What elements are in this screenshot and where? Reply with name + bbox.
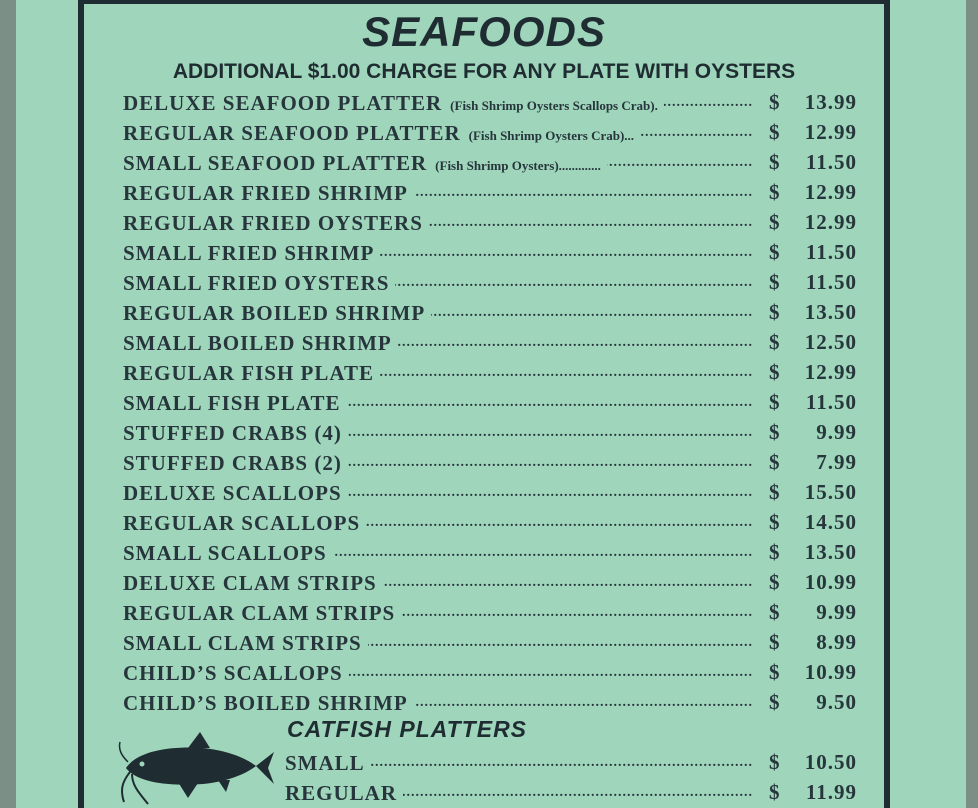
item-name: SMALL FRIED SHRIMP bbox=[123, 240, 375, 265]
item-label-group bbox=[123, 181, 414, 206]
menu-item bbox=[123, 88, 863, 118]
item-label-group bbox=[123, 241, 380, 266]
item-label-group bbox=[123, 571, 383, 596]
menu-item bbox=[123, 478, 863, 508]
item-name: REGULAR FISH PLATE bbox=[123, 360, 374, 385]
item-label-group bbox=[123, 511, 366, 536]
currency-symbol: $ bbox=[769, 360, 781, 384]
item-label-group bbox=[123, 451, 348, 476]
menu-item bbox=[123, 658, 863, 688]
item-price: 9.99 bbox=[816, 420, 857, 444]
item-label-group bbox=[123, 271, 395, 296]
item-label-group bbox=[123, 211, 429, 236]
menu-item bbox=[123, 268, 863, 298]
item-price: 9.50 bbox=[816, 690, 857, 714]
item-price: 11.50 bbox=[805, 240, 857, 264]
item-name: DELUXE SEAFOOD PLATTER bbox=[123, 90, 443, 115]
item-label-group bbox=[123, 121, 640, 146]
item-name: SMALL SCALLOPS bbox=[123, 540, 327, 565]
item-label-group bbox=[123, 631, 368, 656]
item-price: 13.99 bbox=[804, 90, 857, 114]
item-name: STUFFED CRABS (4) bbox=[123, 420, 342, 445]
item-price: 13.50 bbox=[804, 540, 857, 564]
item-price: 10.99 bbox=[804, 660, 857, 684]
menu-item bbox=[123, 208, 863, 238]
item-label-group bbox=[123, 331, 398, 356]
item-price: 11.50 bbox=[805, 390, 857, 414]
item-price: 11.50 bbox=[805, 150, 857, 174]
oyster-charge-notice: ADDITIONAL $1.00 CHARGE FOR ANY PLATE WITH OYSTERS bbox=[172, 60, 796, 83]
item-label-group bbox=[123, 481, 348, 506]
currency-symbol: $ bbox=[769, 540, 781, 564]
item-note: (Fish Shrimp Oysters Crab)... bbox=[468, 127, 635, 143]
item-price: 13.50 bbox=[804, 300, 857, 324]
menu-border-left bbox=[78, 0, 84, 808]
menu-title: SEAFOODS bbox=[362, 8, 606, 55]
menu-item bbox=[123, 358, 863, 388]
item-label-group bbox=[123, 301, 431, 326]
menu-item bbox=[123, 238, 863, 268]
currency-symbol: $ bbox=[769, 420, 781, 444]
item-label-group bbox=[123, 541, 333, 566]
currency-symbol: $ bbox=[769, 690, 781, 714]
menu-border-top bbox=[78, 0, 890, 4]
item-price: 15.50 bbox=[804, 480, 857, 504]
item-name: DELUXE CLAM STRIPS bbox=[123, 570, 377, 595]
item-name: SMALL CLAM STRIPS bbox=[123, 630, 362, 655]
item-name: REGULAR BOILED SHRIMP bbox=[123, 300, 426, 325]
item-name: REGULAR SCALLOPS bbox=[123, 510, 361, 535]
menu-item bbox=[123, 688, 863, 718]
item-price: 12.99 bbox=[804, 210, 857, 234]
menu-item bbox=[123, 178, 863, 208]
item-label-group bbox=[123, 391, 347, 416]
item-label-group bbox=[285, 781, 403, 806]
page-edge-right bbox=[966, 0, 978, 808]
item-name: SMALL BOILED SHRIMP bbox=[123, 330, 392, 355]
menu-item bbox=[285, 778, 863, 808]
page-edge-left bbox=[0, 0, 16, 808]
currency-symbol: $ bbox=[769, 450, 781, 474]
catfish-menu-list bbox=[285, 748, 863, 808]
item-label-group bbox=[123, 691, 414, 716]
currency-symbol: $ bbox=[769, 210, 781, 234]
item-price: 12.99 bbox=[804, 120, 857, 144]
currency-symbol: $ bbox=[769, 750, 781, 774]
item-name: REGULAR FRIED SHRIMP bbox=[123, 180, 408, 205]
menu-item bbox=[123, 148, 863, 178]
menu-item bbox=[123, 418, 863, 448]
item-price: 11.50 bbox=[805, 270, 857, 294]
item-label-group bbox=[123, 91, 664, 116]
item-price: 12.99 bbox=[804, 360, 857, 384]
item-name: SMALL FRIED OYSTERS bbox=[123, 270, 390, 295]
item-name: CHILD’S SCALLOPS bbox=[123, 660, 343, 685]
menu-item bbox=[123, 118, 863, 148]
currency-symbol: $ bbox=[769, 630, 781, 654]
currency-symbol: $ bbox=[769, 270, 781, 294]
item-label-group bbox=[285, 751, 371, 776]
item-name: REGULAR FRIED OYSTERS bbox=[123, 210, 423, 235]
item-note: (Fish Shrimp Oysters Scallops Crab). bbox=[450, 97, 658, 113]
currency-symbol: $ bbox=[769, 120, 781, 144]
item-label-group bbox=[123, 421, 348, 446]
menu-border-right bbox=[884, 0, 890, 808]
menu-item bbox=[285, 748, 863, 778]
menu-item bbox=[123, 388, 863, 418]
catfish-section-title: CATFISH PLATTERS bbox=[287, 716, 528, 742]
menu-item bbox=[123, 628, 863, 658]
currency-symbol: $ bbox=[769, 780, 781, 804]
item-name: CHILD’S BOILED SHRIMP bbox=[123, 690, 408, 715]
menu-item bbox=[123, 328, 863, 358]
item-name: REGULAR bbox=[285, 780, 398, 805]
item-name: REGULAR CLAM STRIPS bbox=[123, 600, 396, 625]
seafood-menu-list bbox=[123, 88, 863, 718]
item-price: 14.50 bbox=[804, 510, 857, 534]
item-price: 7.99 bbox=[816, 450, 857, 474]
item-name: STUFFED CRABS (2) bbox=[123, 450, 342, 475]
currency-symbol: $ bbox=[769, 570, 781, 594]
currency-symbol: $ bbox=[769, 480, 781, 504]
item-label-group bbox=[123, 601, 401, 626]
item-name: REGULAR SEAFOOD PLATTER bbox=[123, 120, 461, 145]
item-label-group bbox=[123, 661, 349, 686]
menu-item bbox=[123, 568, 863, 598]
menu-item bbox=[123, 538, 863, 568]
currency-symbol: $ bbox=[769, 90, 781, 114]
menu-item bbox=[123, 298, 863, 328]
menu-item bbox=[123, 448, 863, 478]
currency-symbol: $ bbox=[769, 180, 781, 204]
currency-symbol: $ bbox=[769, 150, 781, 174]
item-note: (Fish Shrimp Oysters)............. bbox=[435, 157, 601, 173]
item-price: 9.99 bbox=[816, 600, 857, 624]
currency-symbol: $ bbox=[769, 510, 781, 534]
currency-symbol: $ bbox=[769, 600, 781, 624]
currency-symbol: $ bbox=[769, 660, 781, 684]
item-price: 10.50 bbox=[804, 750, 857, 774]
item-name: SMALL bbox=[285, 750, 365, 775]
item-price: 12.99 bbox=[804, 180, 857, 204]
item-name: SMALL FISH PLATE bbox=[123, 390, 341, 415]
item-label-group bbox=[123, 151, 607, 176]
currency-symbol: $ bbox=[769, 390, 781, 414]
menu-item bbox=[123, 598, 863, 628]
item-label-group bbox=[123, 361, 380, 386]
menu-item bbox=[123, 508, 863, 538]
currency-symbol: $ bbox=[769, 300, 781, 324]
item-price: 11.99 bbox=[805, 780, 857, 804]
currency-symbol: $ bbox=[769, 240, 781, 264]
item-name: SMALL SEAFOOD PLATTER bbox=[123, 150, 428, 175]
item-price: 8.99 bbox=[816, 630, 857, 654]
catfish-icon bbox=[118, 728, 278, 808]
item-price: 12.50 bbox=[804, 330, 857, 354]
item-name: DELUXE SCALLOPS bbox=[123, 480, 342, 505]
currency-symbol: $ bbox=[769, 330, 781, 354]
item-price: 10.99 bbox=[804, 570, 857, 594]
